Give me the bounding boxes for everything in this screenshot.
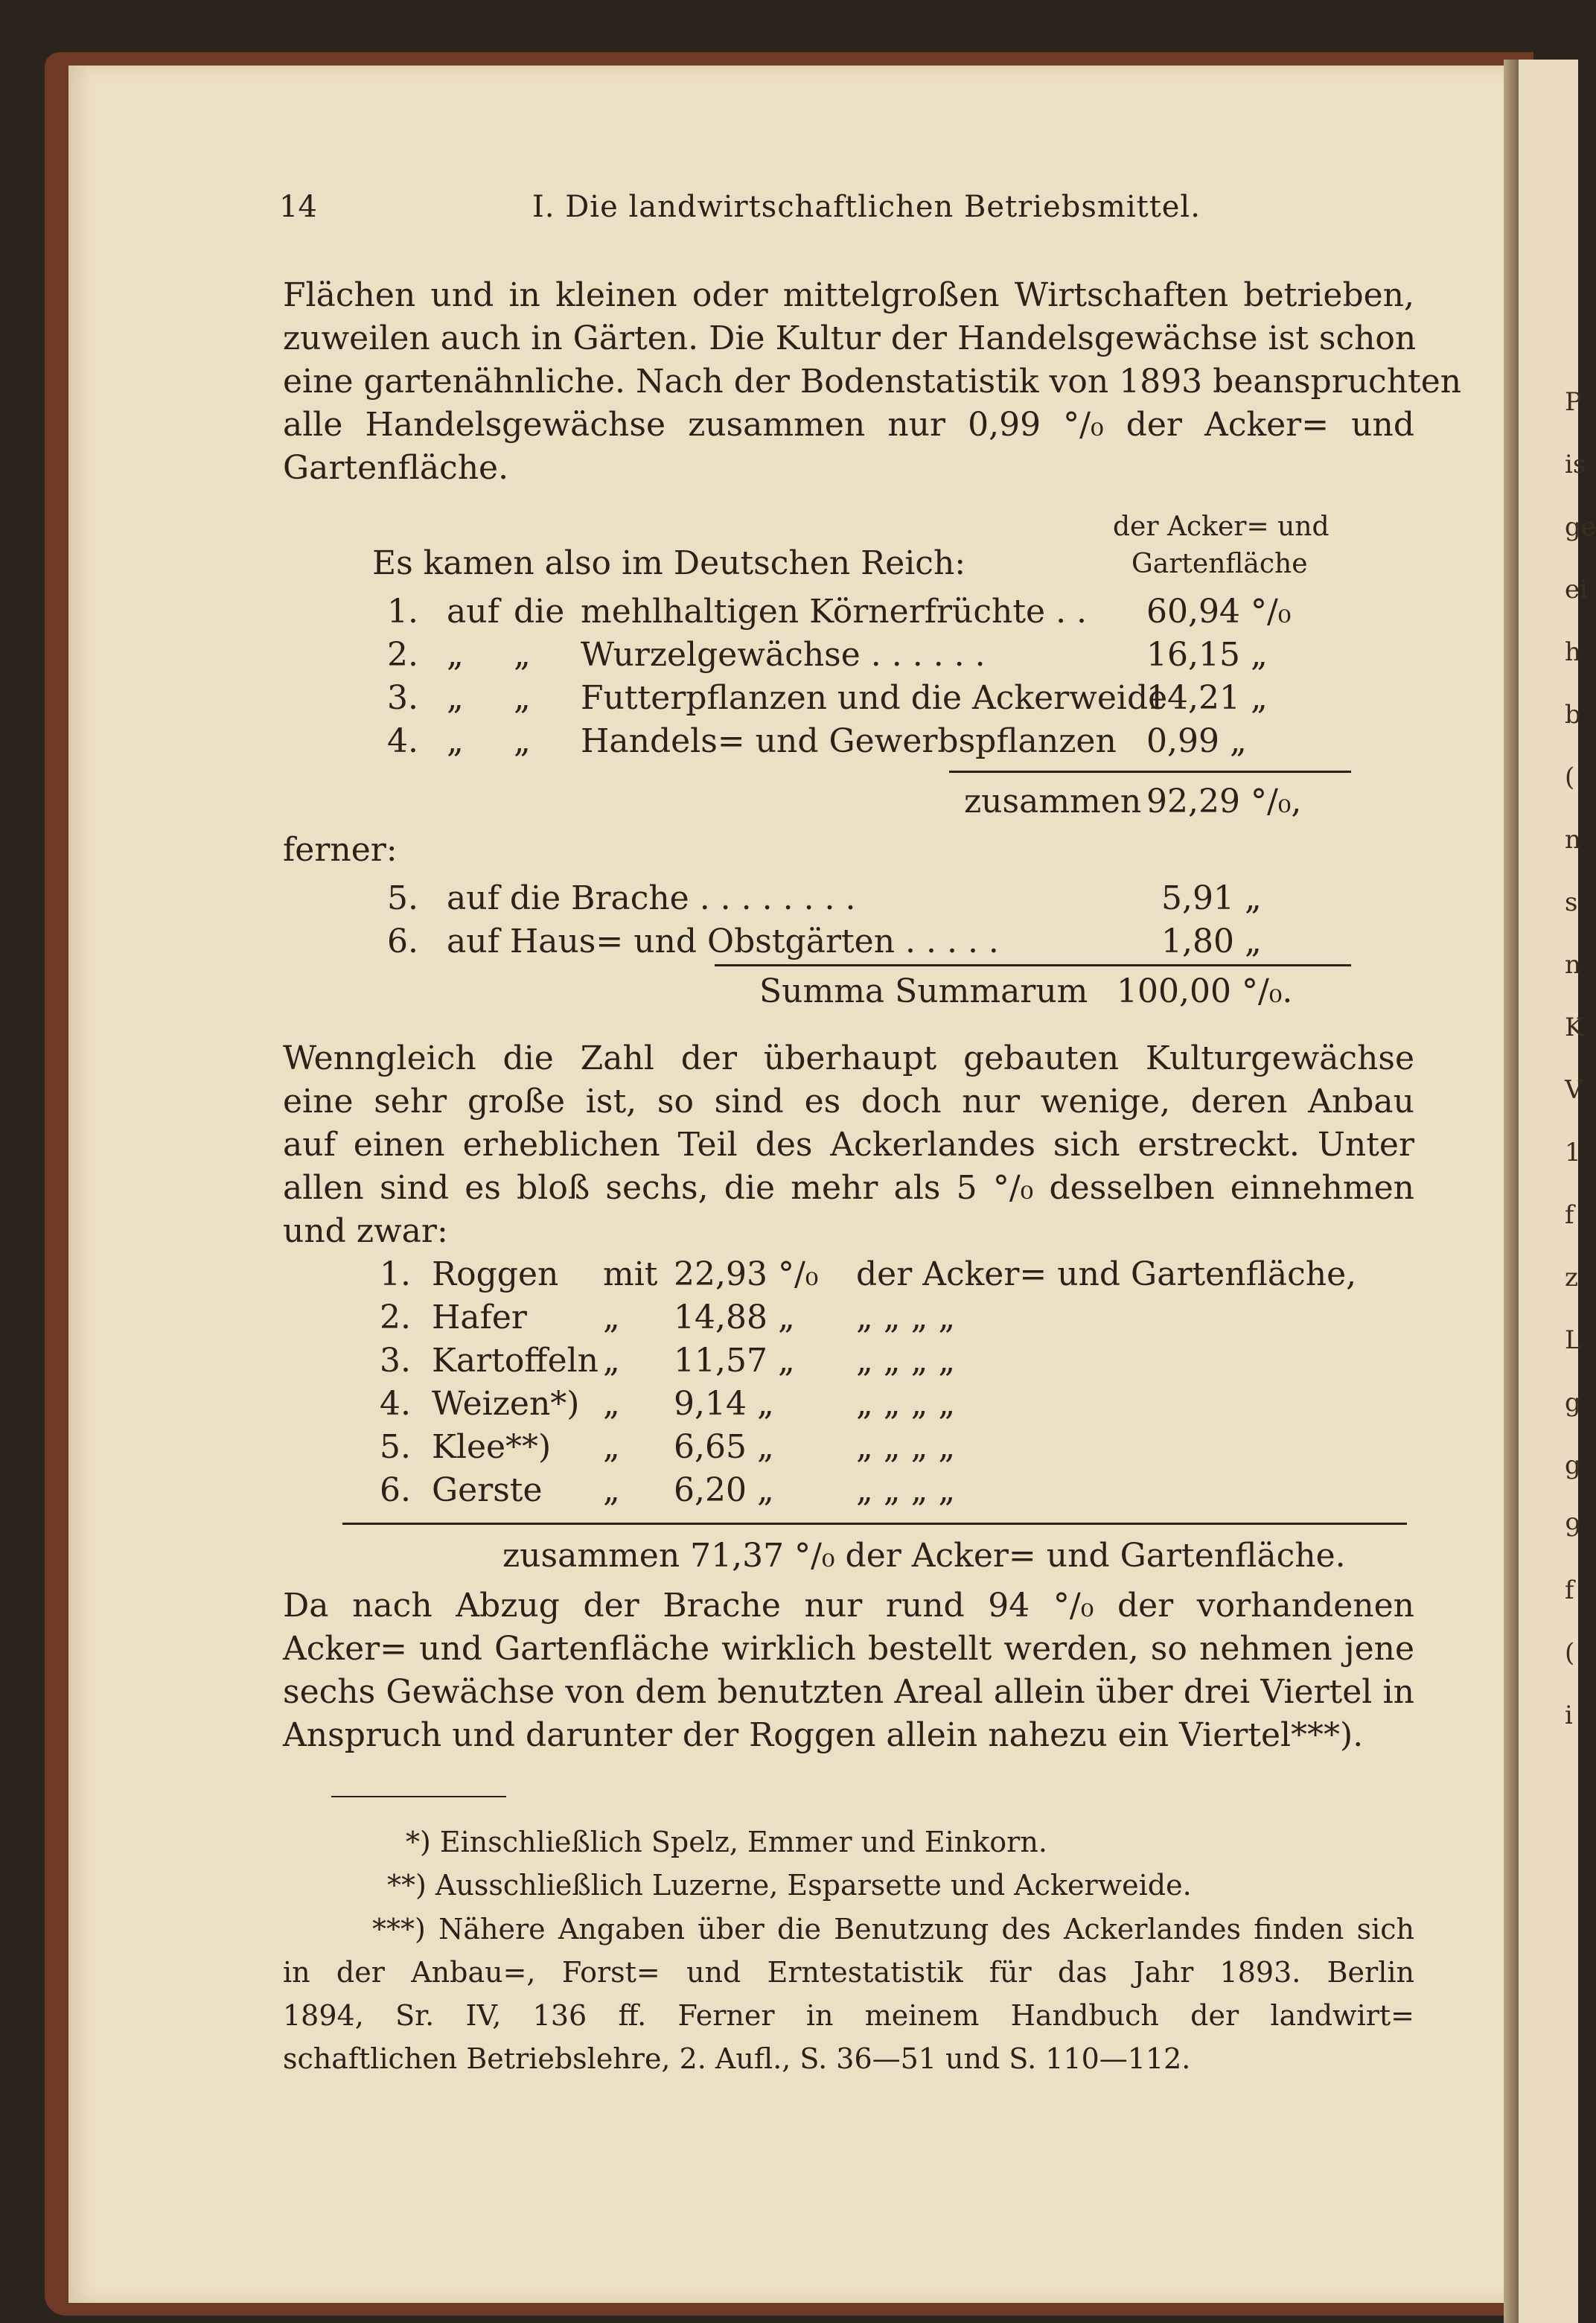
margin-glyph: i: [1565, 1701, 1573, 1730]
crop-number: 4.: [380, 1385, 411, 1423]
page-number: 14: [279, 190, 317, 224]
footnote-line: ***) Nähere Angaben über die Benutzung des Ackerlandes finden sich: [372, 1913, 1414, 1946]
subtotal-label: zusammen: [964, 783, 1142, 820]
margin-glyph: n: [1565, 825, 1581, 855]
crop-mit: mit: [603, 1255, 658, 1293]
margin-glyph: g: [1565, 1450, 1581, 1480]
row-number: 6.: [387, 922, 418, 960]
row-number: 3.: [387, 679, 418, 717]
text-line: sechs Gewächse von dem benutzten Areal allein über drei Viertel in: [283, 1673, 1414, 1711]
crop-name: Weizen*): [432, 1385, 580, 1423]
margin-glyph: K: [1565, 1013, 1584, 1042]
next-page-edge: [1519, 60, 1596, 2323]
crop-reference: „ „ „ „: [856, 1342, 956, 1380]
text-line: und zwar:: [283, 1212, 448, 1250]
row-value: 60,94 °/₀: [1146, 593, 1292, 631]
crops-total: zusammen 71,37 °/₀ der Acker= und Gartenfläche.: [502, 1537, 1346, 1575]
text-line: Da nach Abzug der Brache nur rund 94 °/₀ der vorhandenen: [283, 1587, 1414, 1625]
crop-reference: „ „ „ „: [856, 1385, 956, 1423]
crop-number: 5.: [380, 1428, 411, 1466]
row-prefix: „: [447, 636, 464, 674]
subtotal-rule: [949, 771, 1351, 773]
row-value: 0,99 „: [1146, 722, 1247, 760]
text-line: Acker= und Gartenfläche wirklich bestellt werden, so nehmen jene: [283, 1630, 1414, 1668]
total-value: 100,00 °/₀.: [1117, 972, 1293, 1010]
crop-number: 2.: [380, 1298, 411, 1336]
crop-name: Gerste: [432, 1471, 543, 1509]
crop-number: 3.: [380, 1342, 411, 1380]
row-value: 1,80 „: [1161, 922, 1262, 960]
page-header: [279, 190, 1418, 235]
table-lead: Es kamen also im Deutschen Reich:: [372, 544, 966, 582]
footnote-rule: [331, 1796, 506, 1797]
crop-share: 6,65 „: [674, 1428, 774, 1466]
text-line: alle Handelsgewächse zusammen nur 0,99 °/₀ der Acker= und: [283, 406, 1414, 444]
column-head-1: der Acker= und: [1113, 512, 1330, 542]
margin-glyph: f: [1565, 1200, 1574, 1230]
text-line: eine sehr große ist, so sind es doch nur wenige, deren Anbau: [283, 1083, 1414, 1121]
row-prefix: „: [514, 679, 531, 717]
footnote-line: 1894, Sr. IV, 136 ff. Ferner in meinem Handbuch der landwirt=: [283, 1999, 1414, 2032]
crop-reference: der Acker= und Gartenfläche,: [856, 1255, 1357, 1293]
margin-glyph: ei: [1565, 575, 1588, 605]
crop-name: Hafer: [432, 1298, 527, 1336]
crop-mit: „: [603, 1298, 620, 1336]
crop-share: 14,88 „: [674, 1298, 795, 1336]
row-prefix: auf: [447, 593, 499, 631]
margin-glyph: b: [1565, 700, 1581, 730]
margin-glyph: z: [1565, 1263, 1578, 1293]
row-value: 16,15 „: [1146, 636, 1268, 674]
margin-glyph: is: [1565, 450, 1586, 479]
text-line: Flächen und in kleinen oder mittelgroßen Wirtschaften betrieben,: [283, 276, 1414, 314]
row-number: 2.: [387, 636, 418, 674]
crop-share: 9,14 „: [674, 1385, 774, 1423]
row-label: Futterpflanzen und die Ackerweide: [581, 679, 1168, 717]
crop-reference: „ „ „ „: [856, 1471, 956, 1509]
row-prefix: „: [514, 636, 531, 674]
footnote-line: *) Einschließlich Spelz, Emmer und Einkorn.: [406, 1826, 1047, 1858]
row-prefix: die: [514, 593, 565, 631]
crop-reference: „ „ „ „: [856, 1428, 956, 1466]
crop-name: Roggen: [432, 1255, 559, 1293]
margin-glyph: (: [1565, 1638, 1575, 1668]
footnote-line: **) Ausschließlich Luzerne, Esparsette und Ackerweide.: [387, 1869, 1192, 1902]
total-rule: [715, 964, 1351, 966]
margin-glyph: h: [1565, 637, 1581, 667]
row-prefix: „: [514, 722, 531, 760]
row-label: Handels= und Gewerbspflanzen: [581, 722, 1117, 760]
row-label: auf die Brache . . . . . . . .: [447, 879, 856, 917]
subtotal-value: 92,29 °/₀,: [1146, 783, 1302, 820]
margin-glyph: 1: [1565, 1138, 1581, 1167]
crop-mit: „: [603, 1428, 620, 1466]
crop-share: 11,57 „: [674, 1342, 795, 1380]
crop-reference: „ „ „ „: [856, 1298, 956, 1336]
crop-number: 6.: [380, 1471, 411, 1509]
margin-glyph: P: [1565, 387, 1582, 417]
crops-total-rule: [342, 1523, 1407, 1525]
running-head: I. Die landwirtschaftlichen Betriebsmittel.: [532, 190, 1201, 224]
margin-glyph: g: [1565, 1388, 1581, 1418]
crop-share: 22,93 °/₀: [674, 1255, 819, 1293]
crop-share: 6,20 „: [674, 1471, 774, 1509]
row-number: 5.: [387, 879, 418, 917]
column-head-2: Gartenfläche: [1131, 549, 1308, 579]
row-prefix: „: [447, 679, 464, 717]
footnote-line: in der Anbau=, Forst= und Erntestatistik für das Jahr 1893. Berlin: [283, 1956, 1414, 1989]
row-value: 14,21 „: [1146, 679, 1268, 717]
crop-name: Klee**): [432, 1428, 552, 1466]
text-line: Anspruch und darunter der Roggen allein nahezu ein Viertel***).: [283, 1716, 1364, 1754]
text-line: Gartenfläche.: [283, 449, 509, 487]
margin-glyph: n: [1565, 950, 1581, 980]
margin-glyph: f: [1565, 1575, 1574, 1605]
row-prefix: „: [447, 722, 464, 760]
text-line: Wenngleich die Zahl der überhaupt gebauten Kulturgewächse: [283, 1039, 1414, 1077]
row-label: Wurzelgewächse . . . . . .: [581, 636, 986, 674]
row-label: mehlhaltigen Körnerfrüchte . .: [581, 593, 1088, 631]
crop-number: 1.: [380, 1255, 411, 1293]
margin-glyph: s: [1565, 888, 1578, 917]
margin-glyph: (: [1565, 762, 1575, 792]
row-number: 1.: [387, 593, 418, 631]
text-line: eine gartenähnliche. Nach der Bodenstatistik von 1893 beanspruchten: [283, 363, 1462, 401]
crop-mit: „: [603, 1385, 620, 1423]
text-line: allen sind es bloß sechs, die mehr als 5 °/₀ desselben einnehmen: [283, 1169, 1414, 1207]
crop-mit: „: [603, 1471, 620, 1509]
margin-glyph: L: [1565, 1325, 1582, 1355]
margin-glyph: 9: [1565, 1513, 1581, 1543]
margin-glyph: V: [1565, 1075, 1583, 1105]
footnote-line: schaftlichen Betriebslehre, 2. Aufl., S. 36—51 und S. 110—112.: [283, 2042, 1191, 2075]
crop-mit: „: [603, 1342, 620, 1380]
text-line: auf einen erheblichen Teil des Ackerlandes sich erstreckt. Unter: [283, 1126, 1414, 1164]
row-number: 4.: [387, 722, 418, 760]
ferner-label: ferner:: [283, 831, 398, 869]
margin-glyph: ge: [1565, 512, 1596, 542]
total-label: Summa Summarum: [759, 972, 1088, 1010]
crop-name: Kartoffeln: [432, 1342, 599, 1380]
text-line: zuweilen auch in Gärten. Die Kultur der Handelsgewächse ist schon: [283, 319, 1417, 357]
row-value: 5,91 „: [1161, 879, 1262, 917]
row-label: auf Haus= und Obstgärten . . . . .: [447, 922, 999, 960]
